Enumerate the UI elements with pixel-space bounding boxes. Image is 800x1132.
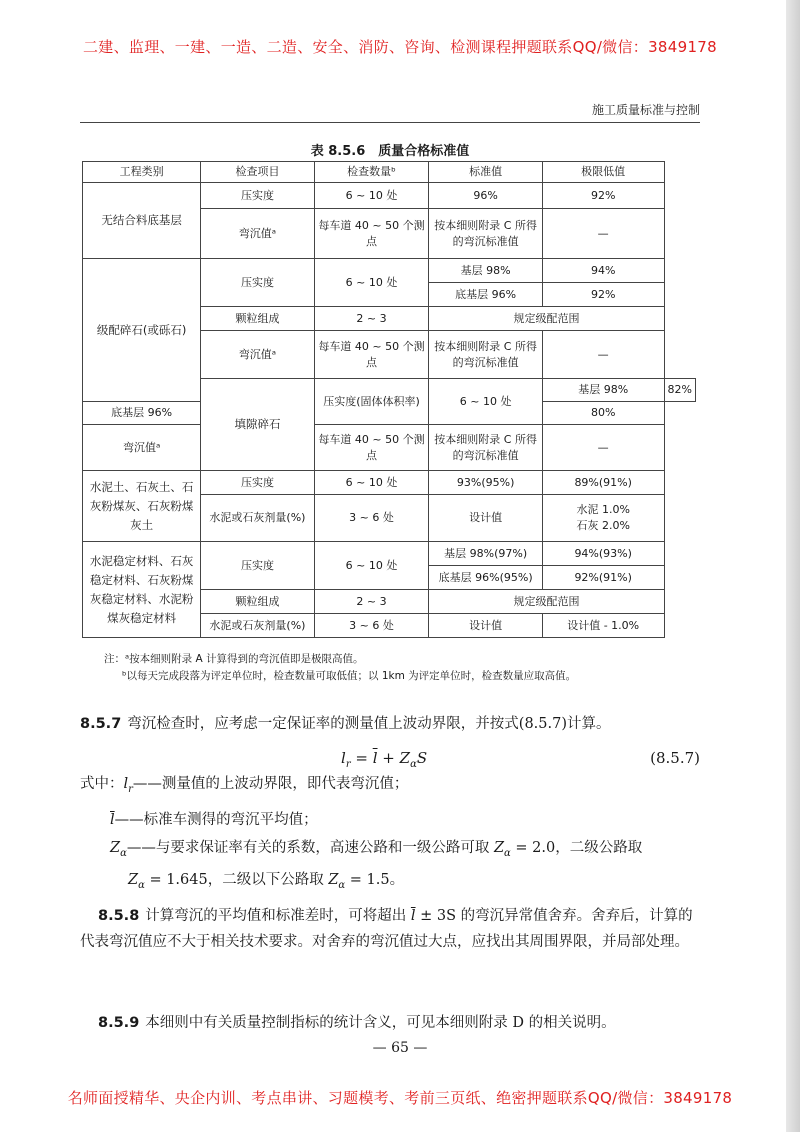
standard-cell: 规定级配范围	[429, 590, 664, 614]
standard-cell: 基层 98%(97%)	[429, 542, 542, 566]
item-cell: 弯沉值ᵃ	[201, 331, 314, 379]
standard-cell: 底基层 96%(95%)	[429, 566, 542, 590]
def-z-cont	[80, 867, 700, 899]
def-lr-sub: r	[128, 783, 133, 795]
page-edge	[786, 0, 800, 1132]
note-a: 注：ᵃ按本细则附录 A 计算得到的弯沉值即是极限高值。	[104, 653, 364, 665]
clause-8-5-7	[80, 711, 700, 737]
table-notes	[104, 651, 576, 685]
quantity-cell: 每车道 40 ~ 50 个测点	[314, 331, 429, 379]
clause-number: 8.5.8	[98, 908, 140, 924]
formula-s: S	[416, 749, 428, 767]
limit-cell: —	[542, 425, 664, 471]
running-header: 施工质量标准与控制	[591, 103, 700, 117]
item-cell: 颗粒组成	[201, 590, 314, 614]
formula-plus: +	[377, 749, 400, 767]
standard-cell: 按本细则附录 C 所得的弯沉标准值	[429, 331, 542, 379]
def-z-value: = 1.645，二级以下公路取	[144, 871, 329, 888]
item-cell: 压实度	[201, 542, 314, 590]
standard-cell: 规定级配范围	[429, 307, 664, 331]
item-cell: 弯沉值ᵃ	[201, 209, 314, 259]
limit-cell: 82%	[664, 379, 695, 402]
table-header-row	[83, 162, 696, 183]
def-z	[80, 835, 700, 867]
quantity-cell: 6 ~ 10 处	[314, 542, 429, 590]
category-cell: 无结合料底基层	[83, 183, 201, 259]
def-z-sub: α	[120, 847, 127, 859]
header-cell: 检查项目	[201, 162, 314, 183]
item-cell: 水泥或石灰剂量(%)	[201, 614, 314, 638]
def-lbar	[80, 807, 700, 833]
limit-cell: 89%(91%)	[542, 471, 664, 495]
item-cell: 颗粒组成	[201, 307, 314, 331]
formula-z-sub: α	[410, 759, 417, 770]
clause-pm: ± 3S	[415, 908, 457, 924]
item-cell: 压实度	[201, 259, 314, 307]
table-row	[83, 542, 696, 566]
category-cell: 级配碎石(或砾石)	[83, 259, 201, 402]
limit-cell: 92%	[542, 183, 664, 209]
def-z-value: = 2.0，二级公路取	[510, 839, 643, 856]
def-z-symbol: Z	[110, 839, 121, 856]
def-lr	[80, 771, 700, 803]
quantity-cell: 6 ~ 10 处	[314, 471, 429, 495]
def-z-text: ——与要求保证率有关的系数，高速公路和一级公路可取	[126, 839, 494, 856]
category-cell: 水泥稳定材料、石灰稳定材料、石灰粉煤灰稳定材料、水泥粉煤灰稳定材料	[83, 542, 201, 638]
def-lr-symbol: l	[123, 776, 129, 792]
limit-cell: 80%	[542, 402, 664, 425]
category-cell: 水泥土、石灰土、石灰粉煤灰、石灰粉煤灰土	[83, 471, 201, 542]
formula-z: Z	[399, 749, 411, 767]
category-cell: 填隙碎石	[201, 379, 314, 471]
formula-lr: l	[341, 749, 346, 767]
clause-text: 弯沉检查时，应考虑一定保证率的测量值上波动界限，并按式(8.5.7)计算。	[127, 716, 611, 732]
standard-cell: 基层 98%	[542, 379, 664, 402]
bottom-contact-banner: 名师面授精华、央企内训、考点串讲、习题模考、考前三页纸、绝密押题联系QQ/微信：3849178	[67, 1089, 733, 1107]
def-z-sub: α	[138, 879, 145, 891]
quantity-cell: 每车道 40 ~ 50 个测点	[314, 209, 429, 259]
standard-cell: 93%(95%)	[429, 471, 542, 495]
table-title: 表 8.5.6 质量合格标准值	[310, 144, 470, 159]
def-z-value: = 1.5。	[345, 871, 405, 888]
limit-cell: 92%	[542, 283, 664, 307]
item-cell: 压实度	[201, 183, 314, 209]
header-rule	[80, 122, 700, 123]
table-row	[83, 425, 696, 471]
standard-cell: 按本细则附录 C 所得的弯沉标准值	[429, 425, 542, 471]
standard-cell: 96%	[429, 183, 542, 209]
table-row	[83, 471, 696, 495]
standard-cell: 设计值	[429, 614, 542, 638]
quantity-cell: 2 ~ 3	[314, 307, 429, 331]
quality-standard-table	[82, 161, 696, 638]
item-cell: 压实度	[201, 471, 314, 495]
header-cell: 极限低值	[542, 162, 664, 183]
quantity-cell: 6 ~ 10 处	[314, 183, 429, 209]
note-b: ᵇ以每天完成段落为评定单位时，检查数量可取低值；以 1km 为评定单位时，检查数量应取高值。	[122, 670, 577, 682]
quantity-cell: 每车道 40 ~ 50 个测点	[314, 425, 429, 471]
limit-cell: 94%(93%)	[542, 542, 664, 566]
limit-cell: 92%(91%)	[542, 566, 664, 590]
symbol-definitions	[80, 771, 700, 899]
formula-expression	[341, 749, 427, 770]
table-row	[83, 259, 696, 283]
clause-8-5-9	[80, 1010, 700, 1036]
limit-cell: —	[542, 331, 664, 379]
quantity-cell: 6 ~ 10 处	[314, 259, 429, 307]
clause-text: 计算弯沉的平均值和标准差时，可将超出	[145, 908, 411, 924]
def-z-sub: α	[338, 879, 346, 891]
standard-cell: 设计值	[429, 495, 542, 542]
item-cell: 压实度(固体体积率)	[314, 379, 429, 425]
def-intro: 式中：	[80, 776, 124, 792]
limit-cell: 水泥 1.0% 石灰 2.0%	[542, 495, 664, 542]
clause-number: 8.5.7	[80, 716, 122, 732]
standard-cell: 底基层 96%	[83, 402, 201, 425]
item-cell: 弯沉值ᵃ	[83, 425, 201, 471]
limit-cell: 设计值 - 1.0%	[542, 614, 664, 638]
standard-cell: 底基层 96%	[429, 283, 542, 307]
formula-eq: =	[350, 749, 373, 767]
quantity-cell: 3 ~ 6 处	[314, 614, 429, 638]
clause-8-5-8	[80, 903, 700, 955]
def-lr-text: ——测量值的上波动界限，即代表弯沉值；	[132, 776, 409, 792]
clause-lbar: $\overline{l}$	[410, 908, 416, 924]
top-contact-banner: 二建、监理、一建、一造、二造、安全、消防、咨询、检测课程押题联系QQ/微信：3849178	[83, 38, 717, 56]
formula-number: (8.5.7)	[650, 749, 700, 767]
quantity-cell: 3 ~ 6 处	[314, 495, 429, 542]
def-z-symbol: Z	[328, 871, 339, 888]
def-lbar-symbol: $\overline{l}$	[110, 811, 115, 828]
standard-cell: 基层 98%	[429, 259, 542, 283]
item-cell: 水泥或石灰剂量(%)	[201, 495, 314, 542]
clause-text: 本细则中有关质量控制指标的统计含义，可见本细则附录 D 的相关说明。	[145, 1015, 616, 1031]
limit-cell: 94%	[542, 259, 664, 283]
def-lbar-text: ——标准车测得的弯沉平均值；	[114, 811, 318, 828]
limit-cell: —	[542, 209, 664, 259]
header-cell: 标准值	[429, 162, 542, 183]
def-z-symbol: Z	[128, 871, 139, 888]
table-row	[83, 183, 696, 209]
clause-text: 的弯沉异常值舍弃。舍弃后，计算的代表弯沉值应不大于相关技术要求。对舍弃的弯沉值过大点，应找出其周围界限，并局部处理。	[80, 908, 693, 950]
quantity-cell: 2 ~ 3	[314, 590, 429, 614]
def-z-symbol: Z	[493, 839, 505, 856]
standard-cell: 按本细则附录 C 所得的弯沉标准值	[429, 209, 542, 259]
page-number: — 65 —	[372, 1040, 428, 1056]
quantity-cell: 6 ~ 10 处	[429, 379, 542, 425]
header-cell: 工程类别	[83, 162, 201, 183]
clause-number: 8.5.9	[98, 1015, 140, 1031]
def-z-sub: α	[504, 847, 511, 859]
formula-lbar: $\overline{l}$	[372, 749, 378, 767]
header-cell: 检查数量ᵇ	[314, 162, 429, 183]
formula-lr-sub: r	[345, 759, 351, 770]
